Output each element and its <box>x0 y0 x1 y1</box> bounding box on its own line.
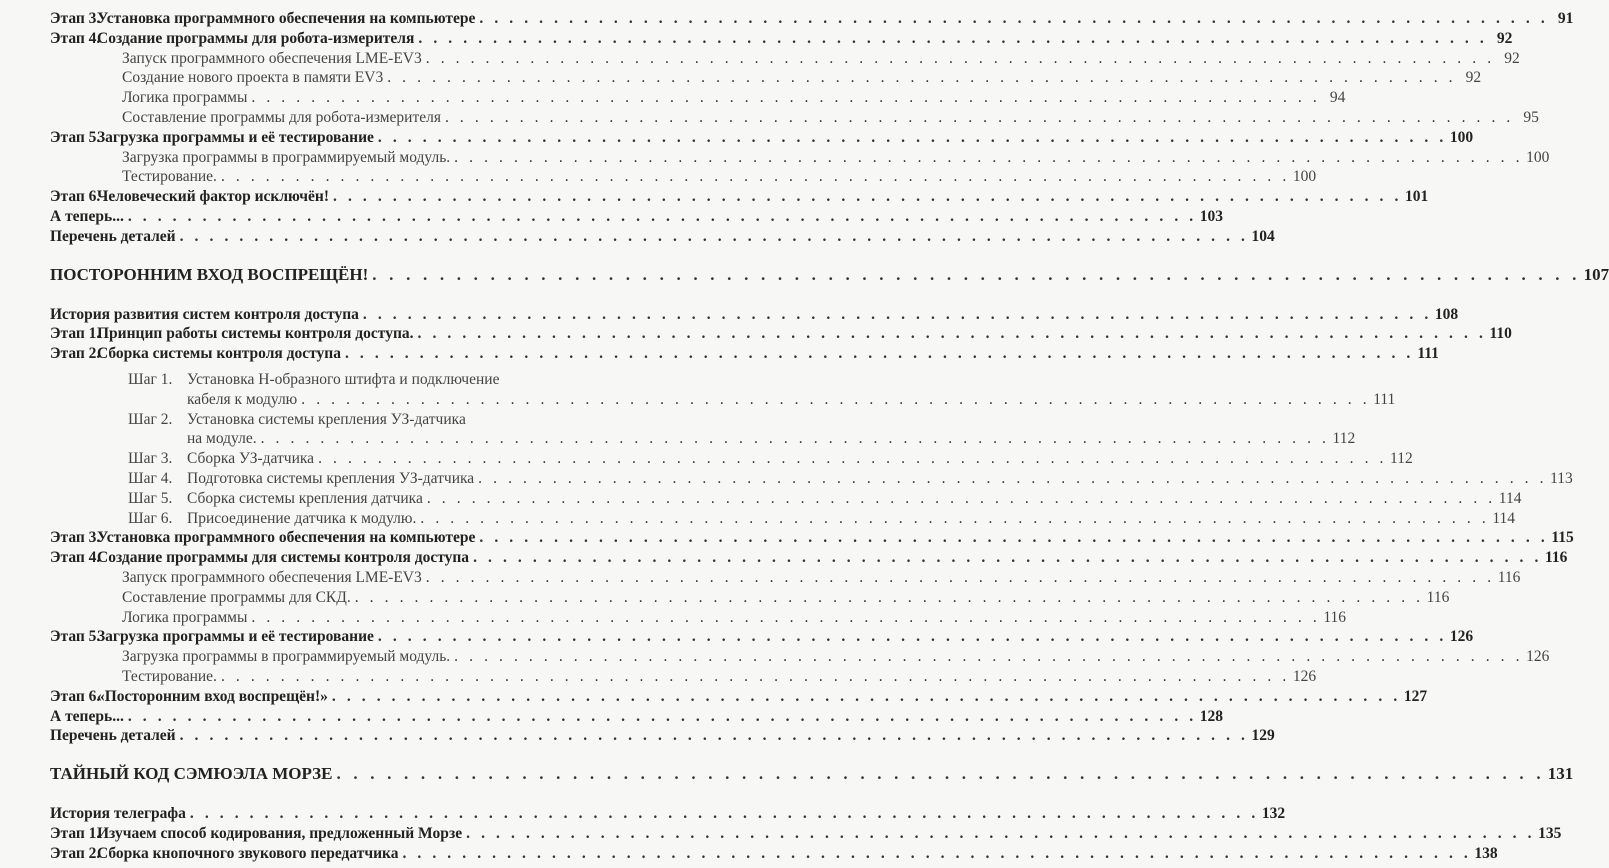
dot-leader <box>247 88 1320 108</box>
entry-title: Логика программы <box>122 89 248 107</box>
toc-entry-plain[interactable] <box>50 227 1275 247</box>
toc-entry-stage[interactable] <box>50 187 1429 207</box>
toc-entry-sub[interactable] <box>50 647 1550 667</box>
dot-leader <box>176 726 1249 746</box>
entry-title: Присоединение датчика к модулю. <box>187 509 417 527</box>
entry-title: Создание нового проекта в памяти EV3 <box>122 69 384 87</box>
toc-entry-sub[interactable] <box>50 568 1521 588</box>
entry-title: Загрузка программы и её тестирование <box>97 628 374 646</box>
entry-title: Установка программного обеспечения на компьютере <box>97 529 476 547</box>
dot-leader <box>124 207 1197 227</box>
toc-entry-sub[interactable] <box>50 88 1346 108</box>
dot-leader <box>351 588 1424 608</box>
dot-leader <box>462 824 1535 844</box>
dot-leader <box>328 687 1401 707</box>
toc-entry-plain[interactable] <box>50 726 1275 746</box>
page-number: 126 <box>1292 667 1317 685</box>
entry-label: Этап 1. <box>50 824 101 842</box>
dot-leader <box>441 108 1514 128</box>
entry-label: Шаг 1. <box>128 370 173 388</box>
entry-title: Подготовка системы крепления УЗ-датчика <box>187 469 475 487</box>
toc-entry-step[interactable] <box>50 449 1413 469</box>
entry-label: Этап 6. <box>50 188 101 206</box>
page-number: 112 <box>1332 430 1356 448</box>
entry-title: Перечень деталей <box>50 727 176 745</box>
page-number: 107 <box>1583 264 1609 284</box>
dot-leader <box>423 489 1496 509</box>
entry-title: Тестирование. <box>122 667 217 685</box>
entry-label: Этап 3. <box>50 529 101 547</box>
page-number: 95 <box>1523 108 1539 126</box>
dot-leader <box>257 429 1330 449</box>
entry-title: Составление программы для СКД. <box>122 588 351 606</box>
toc-entry-continuation[interactable] <box>50 429 1356 449</box>
entry-title: Составление программы для робота-измерителя <box>122 108 441 126</box>
entry-title: Перечень деталей <box>50 227 176 245</box>
page-number: 129 <box>1251 727 1275 745</box>
entry-title: Установка программного обеспечения на компьютере <box>97 10 476 27</box>
dot-leader <box>475 9 1548 29</box>
entry-label: Шаг 4. <box>128 469 173 487</box>
page-number: 113 <box>1550 469 1573 487</box>
table-of-contents <box>50 9 1609 863</box>
entry-title: Принцип работы системы контроля доступа. <box>97 325 414 343</box>
page-number: 127 <box>1403 687 1428 705</box>
page-number: 111 <box>1417 345 1439 363</box>
entry-title: Создание программы для системы контроля доступа <box>97 549 470 567</box>
toc-entry-sub[interactable] <box>50 68 1482 88</box>
dot-leader <box>450 148 1523 168</box>
entry-title: Загрузка программы и её тестирование <box>97 128 374 146</box>
toc-entry-sub[interactable] <box>50 588 1450 608</box>
page-number: 115 <box>1551 529 1574 547</box>
page-number: 92 <box>1504 49 1520 67</box>
toc-entry-sub[interactable] <box>50 148 1550 168</box>
page-number: 135 <box>1538 824 1562 842</box>
dot-leader <box>297 390 1370 410</box>
entry-label: Этап 5. <box>50 128 101 146</box>
entry-title-continuation: на модуле. <box>187 430 257 448</box>
toc-entry-stage[interactable] <box>50 528 1574 548</box>
page-number: 116 <box>1323 608 1347 626</box>
entry-title: Установка Н-образного штифта и подключение <box>187 370 500 388</box>
page-number: 131 <box>1547 764 1574 784</box>
dot-leader <box>341 344 1414 364</box>
entry-title: ТАЙНЫЙ КОД СЭМЮЭЛА МОРЗЕ <box>50 764 333 784</box>
dot-leader <box>314 449 1387 469</box>
entry-label: Этап 5. <box>50 628 101 646</box>
toc-entry-stage[interactable] <box>50 548 1568 568</box>
page-number: 92 <box>1496 29 1513 47</box>
entry-title: А теперь... <box>50 207 124 225</box>
page-number: 114 <box>1492 509 1515 527</box>
page-number: 116 <box>1497 568 1521 586</box>
page-number: 112 <box>1390 450 1413 468</box>
dot-leader <box>368 264 1580 286</box>
entry-title: Тестирование. <box>122 168 217 186</box>
toc-entry-plain[interactable] <box>50 305 1459 325</box>
entry-title: Загрузка программы в программируемый модуль. <box>122 648 451 666</box>
dot-leader <box>422 49 1495 69</box>
entry-title: Сборка кнопочного звукового передатчика <box>97 844 399 862</box>
entry-title: Запуск программного обеспечения LME-EV3 <box>122 49 422 67</box>
page-number: 132 <box>1261 805 1286 823</box>
dot-leader <box>383 68 1456 88</box>
dot-leader <box>398 844 1471 864</box>
dot-leader <box>416 509 1489 529</box>
dot-leader <box>332 763 1544 785</box>
toc-entry-sub[interactable] <box>50 608 1347 628</box>
entry-title: Изучаем способ кодирования, предложенный Морзе <box>97 824 463 842</box>
dot-leader <box>374 128 1447 148</box>
toc-entry-stage[interactable] <box>50 29 1513 49</box>
entry-title-continuation: кабеля к модулю <box>187 390 298 408</box>
entry-label: Шаг 3. <box>128 450 173 468</box>
entry-label: Шаг 2. <box>128 410 173 428</box>
dot-leader <box>217 167 1290 187</box>
toc-entry-step[interactable] <box>50 469 1573 489</box>
dot-leader <box>469 548 1542 568</box>
page-number: 100 <box>1526 148 1550 166</box>
entry-label: Шаг 6. <box>128 509 173 527</box>
toc-entry-stage[interactable] <box>50 344 1439 364</box>
page-number: 100 <box>1292 168 1317 186</box>
page-number: 126 <box>1526 648 1550 666</box>
page-number: 116 <box>1426 588 1450 606</box>
toc-entry-plain[interactable] <box>50 707 1224 727</box>
dot-leader <box>422 568 1495 588</box>
toc-entry-stage[interactable] <box>50 128 1474 148</box>
entry-label: Этап 4. <box>50 549 101 567</box>
dot-leader <box>176 227 1249 247</box>
dot-leader <box>124 707 1197 727</box>
page-number: 138 <box>1474 844 1498 862</box>
dot-leader <box>475 528 1548 548</box>
toc-entry-chapter[interactable] <box>50 264 1609 286</box>
page-number: 94 <box>1329 89 1346 107</box>
toc-entry-continuation[interactable] <box>50 390 1396 410</box>
dot-leader <box>414 324 1487 344</box>
page-number: 126 <box>1449 628 1474 646</box>
dot-leader <box>186 804 1259 824</box>
toc-entry-step[interactable] <box>50 370 640 390</box>
entry-label: Этап 2. <box>50 844 101 862</box>
page-number: 104 <box>1251 227 1275 245</box>
entry-label: Этап 1. <box>50 325 101 343</box>
toc-entry-stage[interactable] <box>50 627 1474 647</box>
page-number: 100 <box>1449 128 1474 146</box>
entry-title: Запуск программного обеспечения LME-EV3 <box>122 568 422 586</box>
toc-entry-plain[interactable] <box>50 207 1224 227</box>
entry-title: История телеграфа <box>50 805 186 823</box>
entry-title: «Посторонним вход воспрещён!» <box>97 687 328 705</box>
page-number: 110 <box>1489 325 1512 343</box>
entry-title: Сборка системы крепления датчика <box>187 489 423 507</box>
entry-title: Человеческий фактор исключён! <box>97 188 330 206</box>
toc-entry-stage[interactable] <box>50 9 1574 29</box>
page-number: 116 <box>1545 549 1568 567</box>
toc-entry-sub[interactable] <box>50 167 1317 187</box>
page-number: 128 <box>1199 707 1224 725</box>
entry-title: А теперь... <box>50 707 124 725</box>
dot-leader <box>414 29 1487 49</box>
entry-label: Этап 2. <box>50 345 101 363</box>
toc-entry-stage[interactable] <box>50 844 1498 864</box>
entry-title: Загрузка программы в программируемый модуль. <box>122 148 451 166</box>
entry-label: Этап 4. <box>50 29 101 47</box>
toc-entry-plain[interactable] <box>50 804 1286 824</box>
page-number: 103 <box>1199 207 1224 225</box>
toc-entry-step[interactable] <box>50 489 1522 509</box>
page-number: 92 <box>1465 69 1482 87</box>
dot-leader <box>474 469 1547 489</box>
toc-entry-step[interactable] <box>50 509 1515 529</box>
toc-entry-stage[interactable] <box>50 324 1512 344</box>
entry-title: Сборка УЗ-датчика <box>187 450 315 468</box>
dot-leader <box>247 608 1320 628</box>
toc-entry-chapter[interactable] <box>50 763 1574 785</box>
page-number: 91 <box>1557 10 1574 27</box>
entry-title: Логика программы <box>122 608 248 626</box>
entry-title: Сборка системы контроля доступа <box>97 345 341 363</box>
dot-leader <box>329 187 1402 207</box>
entry-label: Шаг 5. <box>128 489 173 507</box>
page-number: 108 <box>1434 305 1459 323</box>
page-number: 101 <box>1404 188 1429 206</box>
entry-title: История развития систем контроля доступа <box>50 305 359 323</box>
toc-entry-sub[interactable] <box>50 667 1317 687</box>
entry-label: Этап 3. <box>50 10 101 27</box>
dot-leader <box>359 305 1432 325</box>
entry-title: ПОСТОРОННИМ ВХОД ВОСПРЕЩЁН! <box>50 264 369 284</box>
page-number: 111 <box>1373 390 1396 408</box>
page-number: 114 <box>1498 489 1522 507</box>
dot-leader <box>217 667 1290 687</box>
entry-label: Этап 6. <box>50 687 101 705</box>
dot-leader <box>450 647 1523 667</box>
toc-entry-step[interactable] <box>50 410 640 430</box>
toc-entry-stage[interactable] <box>50 687 1428 707</box>
entry-title: Создание программы для робота-измерителя <box>97 29 415 47</box>
toc-entry-stage[interactable] <box>50 824 1562 844</box>
entry-title: Установка системы крепления УЗ-датчика <box>187 410 466 428</box>
toc-entry-sub[interactable] <box>50 108 1539 128</box>
dot-leader <box>374 627 1447 647</box>
toc-entry-sub[interactable] <box>50 49 1520 69</box>
